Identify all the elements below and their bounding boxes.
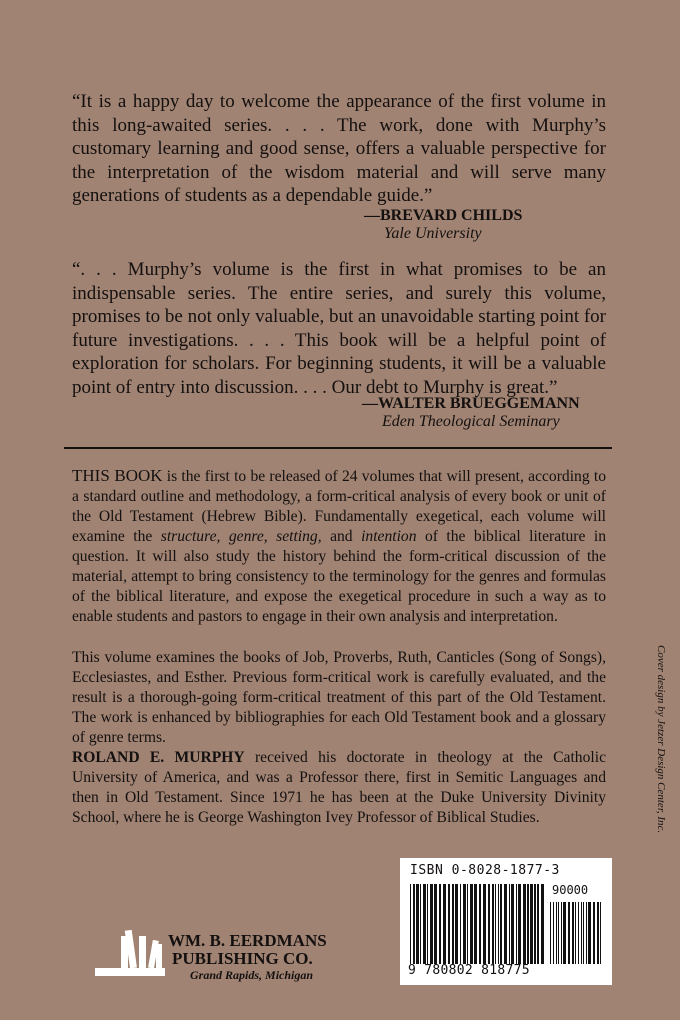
barcode-bar [561,902,562,964]
barcode-bar [586,902,587,964]
barcode-bar [439,884,441,964]
barcode-bar [443,884,446,964]
author-bio-paragraph [72,748,606,828]
barcode-bar [550,902,551,964]
barcode-bar [511,884,514,964]
barcode-bar [460,884,461,964]
barcode-bar [578,902,579,964]
description-paragraph-1 [72,466,606,627]
barcode-box [400,858,612,985]
quote-childs: “It is a happy day to welcome the appearance of the first volume in this long-awaited series. . . . The work, done with Murphy’s customary learning and good sense, offers a valuable perspective for the interpretation of the wisdom material and will serve many generations of students as a dependable guide.” [72,91,606,206]
barcode-bar [581,902,582,964]
barcode-bar [492,884,494,964]
barcode-bar [467,884,468,964]
barcode-bar [495,884,496,964]
barcode-bar [583,902,584,964]
barcode-bar [430,884,433,964]
barcode-bar [474,884,477,964]
quote-author: —BREVARD CHILDS [364,207,523,224]
publisher-line-2: PUBLISHING CO. [172,949,313,968]
barcode-bar [483,884,486,964]
text-segment: of the biblical literature in question. It will also study the history behind the form-critical discussion of the material, attempt to bring consistency to the terminology for the genres and formulas of the biblical literature, and expose the exegetical procedure in such a way as to enable students and pastors to engage in their own analysis and interpretation. [72,528,606,625]
barcode-bar [427,884,428,964]
barcode-bar [518,884,521,964]
barcode-bar [479,884,481,964]
publisher-name [168,932,327,982]
barcode-bar [423,884,426,964]
barcode-bar [588,902,591,964]
barcode-bar [420,884,421,964]
quote-author: —WALTER BRUEGGEMANN [362,395,580,412]
text-italic: structure, genre, setting, [160,528,322,545]
barcode-bar [488,884,490,964]
text-segment: received his doctorate in theology at the Catholic University of America, and was a Professor there, first in Semitic Languages and then in Old Testament. Since 1971 he has been at the Duke University Divinity School, where he is George Washington Ivey Professor of Biblical Studies. [72,749,606,826]
barcode-bar [509,884,510,964]
text-segment: and [321,528,362,545]
barcode-bar [470,884,473,964]
barcode-number: 9 780802 818775 [408,963,530,978]
eerdmans-books-logo-icon [95,928,165,980]
barcode-bar [448,884,450,964]
barcode-bar [410,884,411,964]
barcode-bar [556,902,557,964]
barcode-bar [523,884,526,964]
barcode-bar [452,884,454,964]
barcode-bar [593,902,595,964]
attribution-brueggemann [362,395,580,431]
barcode-bar [575,902,576,964]
barcode-bar [597,902,599,964]
barcode-bar [527,884,529,964]
publisher-location: Grand Rapids, Michigan [190,968,314,982]
barcode-bar [572,902,574,964]
price-code: 90000 [552,883,589,897]
barcode-bar [498,884,499,964]
barcode-bar [537,884,539,964]
text-segment: is the first to be released of 24 volumes that will present, according to a standard outline and methodology, a form-critical analysis of every book or unit of the Old Testament (Hebrew Bible). Fundamentally exegetical, each volume will examine the [72,468,606,545]
barcode-bar [534,884,536,964]
isbn-label: ISBN 0-8028-1877-3 [410,863,560,878]
barcode-supplement-bars [550,902,604,964]
description-lead: THIS BOOK [72,466,163,485]
barcode-bar [504,884,507,964]
barcode-bar [563,902,566,964]
quote-affiliation: Yale University [384,225,482,242]
barcode-bar [516,884,517,964]
barcode-bar [500,884,502,964]
quote-brueggemann: “. . . Murphy’s volume is the first in what promises to be an indispensable series. The entire series, and surely this volume, promises to be not only valuable, but an unavoidable starting point for future investigations. . . . This book will be a helpful point of exploration for scholars. For beginning students, it will be a valuable point of entry into discussion. . . . Our debt to Murphy is great.” [72,259,607,398]
barcode-bar [541,884,544,964]
barcode-bar [463,884,466,964]
barcode-bar [416,884,419,964]
cover-design-credit: Cover design by Jetzer Design Center, Inc. [655,645,667,834]
barcode-bar [553,902,554,964]
text-italic: intention [361,528,417,545]
barcode-bars [410,884,546,964]
barcode-bar [558,902,559,964]
barcode-bar [530,884,533,964]
barcode-bar [600,902,601,964]
barcode-bar [413,884,415,964]
publisher-line-1: WM. B. EERDMANS [168,931,327,950]
description-paragraph-2: This volume examines the books of Job, Proverbs, Ruth, Canticles (Song of Songs), Ecclesiastes, and Esther. Previous form-critical work is carefully evaluated, and the result is a thorough-going form-critical treatment of this part of the Old Testament. The work is enhanced by bibliographies for each Old Testament book and a glossary of genre terms. [72,649,606,746]
author-name: ROLAND E. MURPHY [72,749,245,766]
barcode-bar [568,902,570,964]
barcode-bar [455,884,458,964]
barcode-bar [434,884,437,964]
quote-affiliation: Eden Theological Seminary [382,413,560,430]
attribution-childs [364,207,522,243]
divider-rule [64,447,612,449]
